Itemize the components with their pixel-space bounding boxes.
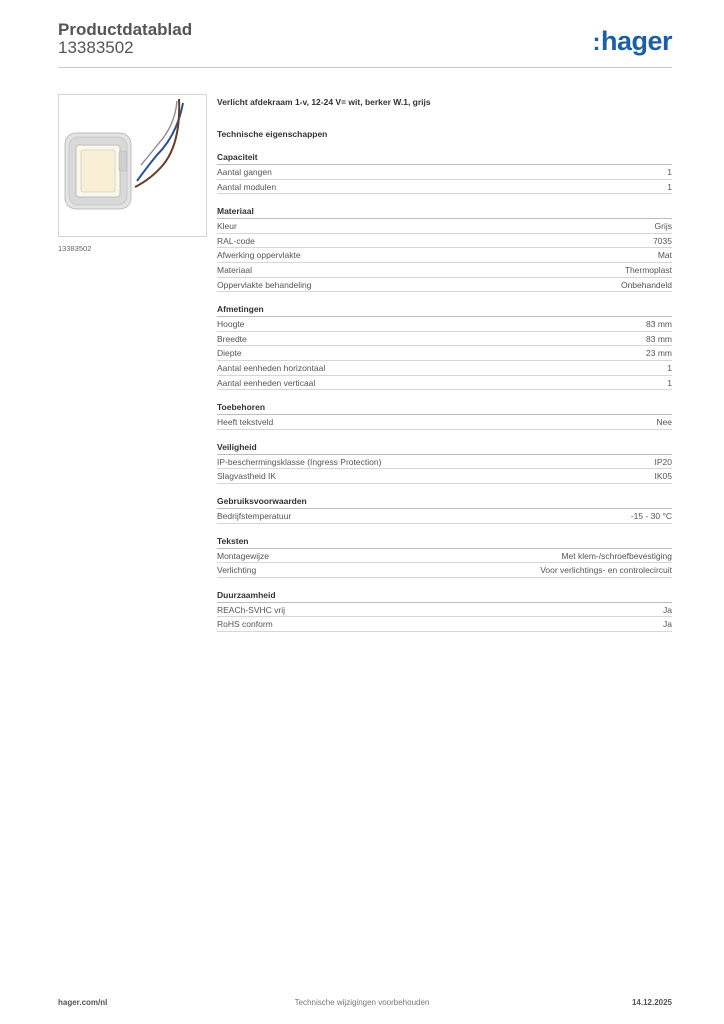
spec-label: Diepte	[217, 348, 242, 359]
spec-value: Mat	[657, 250, 672, 261]
section-heading: Afmetingen	[217, 303, 672, 317]
spec-label: Bedrijfstemperatuur	[217, 510, 292, 521]
section-heading: Materiaal	[217, 205, 672, 219]
page-title: Productdatablad	[58, 20, 193, 39]
spec-row	[217, 332, 672, 347]
spec-row	[217, 563, 672, 578]
spec-value: 1	[667, 167, 672, 177]
product-title: Verlicht afdekraam 1-v, 12-24 V= wit, berker W.1, grijs	[217, 97, 431, 107]
product-image	[58, 94, 207, 237]
spec-value: Thermoplast	[624, 264, 672, 275]
section-heading: Veiligheid	[217, 441, 672, 455]
spec-value: 1	[667, 181, 672, 192]
spec-value: 83 mm	[646, 333, 672, 344]
header-divider	[58, 67, 672, 68]
spec-label: Breedte	[217, 333, 247, 344]
spec-label: Materiaal	[217, 264, 252, 275]
spec-row	[217, 549, 672, 564]
spec-row	[217, 509, 672, 524]
footer-website: hager.com/nl	[58, 998, 108, 1007]
spec-label: RoHS conform	[217, 619, 273, 630]
spec-label: Aantal gangen	[217, 167, 272, 177]
spec-label: IP-beschermingsklasse (Ingress Protection)	[217, 456, 382, 467]
spec-section	[217, 401, 672, 430]
spec-label: Kleur	[217, 221, 237, 232]
spec-section	[217, 535, 672, 578]
spec-section	[217, 495, 672, 524]
image-caption: 13383502	[58, 244, 92, 253]
spec-label: Hoogte	[217, 319, 245, 330]
product-photo-icon	[59, 95, 206, 236]
spec-value: 23 mm	[646, 348, 672, 359]
spec-section	[217, 205, 672, 292]
section-heading: Duurzaamheid	[217, 589, 672, 603]
spec-row	[217, 455, 672, 470]
spec-value: 1	[667, 377, 672, 388]
spec-value: Grijs	[654, 221, 672, 232]
section-heading: Capaciteit	[217, 151, 672, 165]
spec-value: -15 - 30 °C	[630, 510, 672, 521]
product-number: 13383502	[58, 38, 134, 57]
spec-label: Verlichting	[217, 565, 257, 576]
spec-row	[217, 415, 672, 430]
spec-value: Ja	[663, 604, 672, 615]
hager-logo	[592, 26, 672, 57]
spec-row	[217, 248, 672, 263]
spec-row	[217, 376, 672, 391]
spec-value: Voor verlichtings- en controlecircuit	[540, 565, 672, 576]
spec-row	[217, 617, 672, 632]
spec-row	[217, 317, 672, 332]
spec-label: RAL-code	[217, 235, 255, 246]
spec-section	[217, 589, 672, 632]
spec-row	[217, 469, 672, 484]
spec-label: Montagewijze	[217, 550, 269, 561]
section-heading: Teksten	[217, 535, 672, 549]
spec-row	[217, 278, 672, 293]
spec-value: IK05	[654, 471, 672, 482]
spec-section	[217, 151, 672, 194]
spec-value: Ja	[663, 619, 672, 630]
logo-mark-icon: :	[592, 29, 600, 56]
spec-row	[217, 361, 672, 376]
spec-section	[217, 303, 672, 390]
spec-row	[217, 234, 672, 249]
tech-properties-heading: Technische eigenschappen	[217, 129, 328, 139]
spec-row	[217, 263, 672, 278]
spec-label: Heeft tekstveld	[217, 417, 274, 428]
spec-row	[217, 603, 672, 618]
section-heading: Gebruiksvoorwaarden	[217, 495, 672, 509]
spec-row	[217, 346, 672, 361]
spec-label: Oppervlakte behandeling	[217, 279, 312, 290]
spec-label: Aantal modulen	[217, 181, 277, 192]
spec-label: Aantal eenheden horizontaal	[217, 362, 326, 373]
spec-sections	[217, 151, 672, 632]
spec-value: Nee	[656, 417, 672, 428]
footer-date: 14.12.2025	[631, 998, 672, 1007]
spec-row	[217, 219, 672, 234]
spec-label: Slagvastheid IK	[217, 471, 277, 482]
spec-content	[217, 96, 672, 632]
spec-value: IP20	[654, 456, 672, 467]
logo-text: hager	[600, 26, 672, 56]
spec-label: Aantal eenheden verticaal	[217, 377, 316, 388]
spec-row	[217, 180, 672, 195]
spec-value: 83 mm	[646, 319, 672, 330]
spec-value: 1	[667, 362, 672, 373]
spec-value: Met klem-/schroefbevestiging	[561, 550, 672, 561]
section-heading: Toebehoren	[217, 401, 672, 415]
spec-section	[217, 441, 672, 484]
spec-label: REACh-SVHC vrij	[217, 604, 286, 615]
spec-value: 7035	[653, 235, 672, 246]
spec-row	[217, 165, 672, 180]
footer-disclaimer: Technische wijzigingen voorbehouden	[294, 998, 430, 1007]
spec-label: Afwerking oppervlakte	[217, 250, 301, 261]
spec-value: Onbehandeld	[620, 279, 672, 290]
